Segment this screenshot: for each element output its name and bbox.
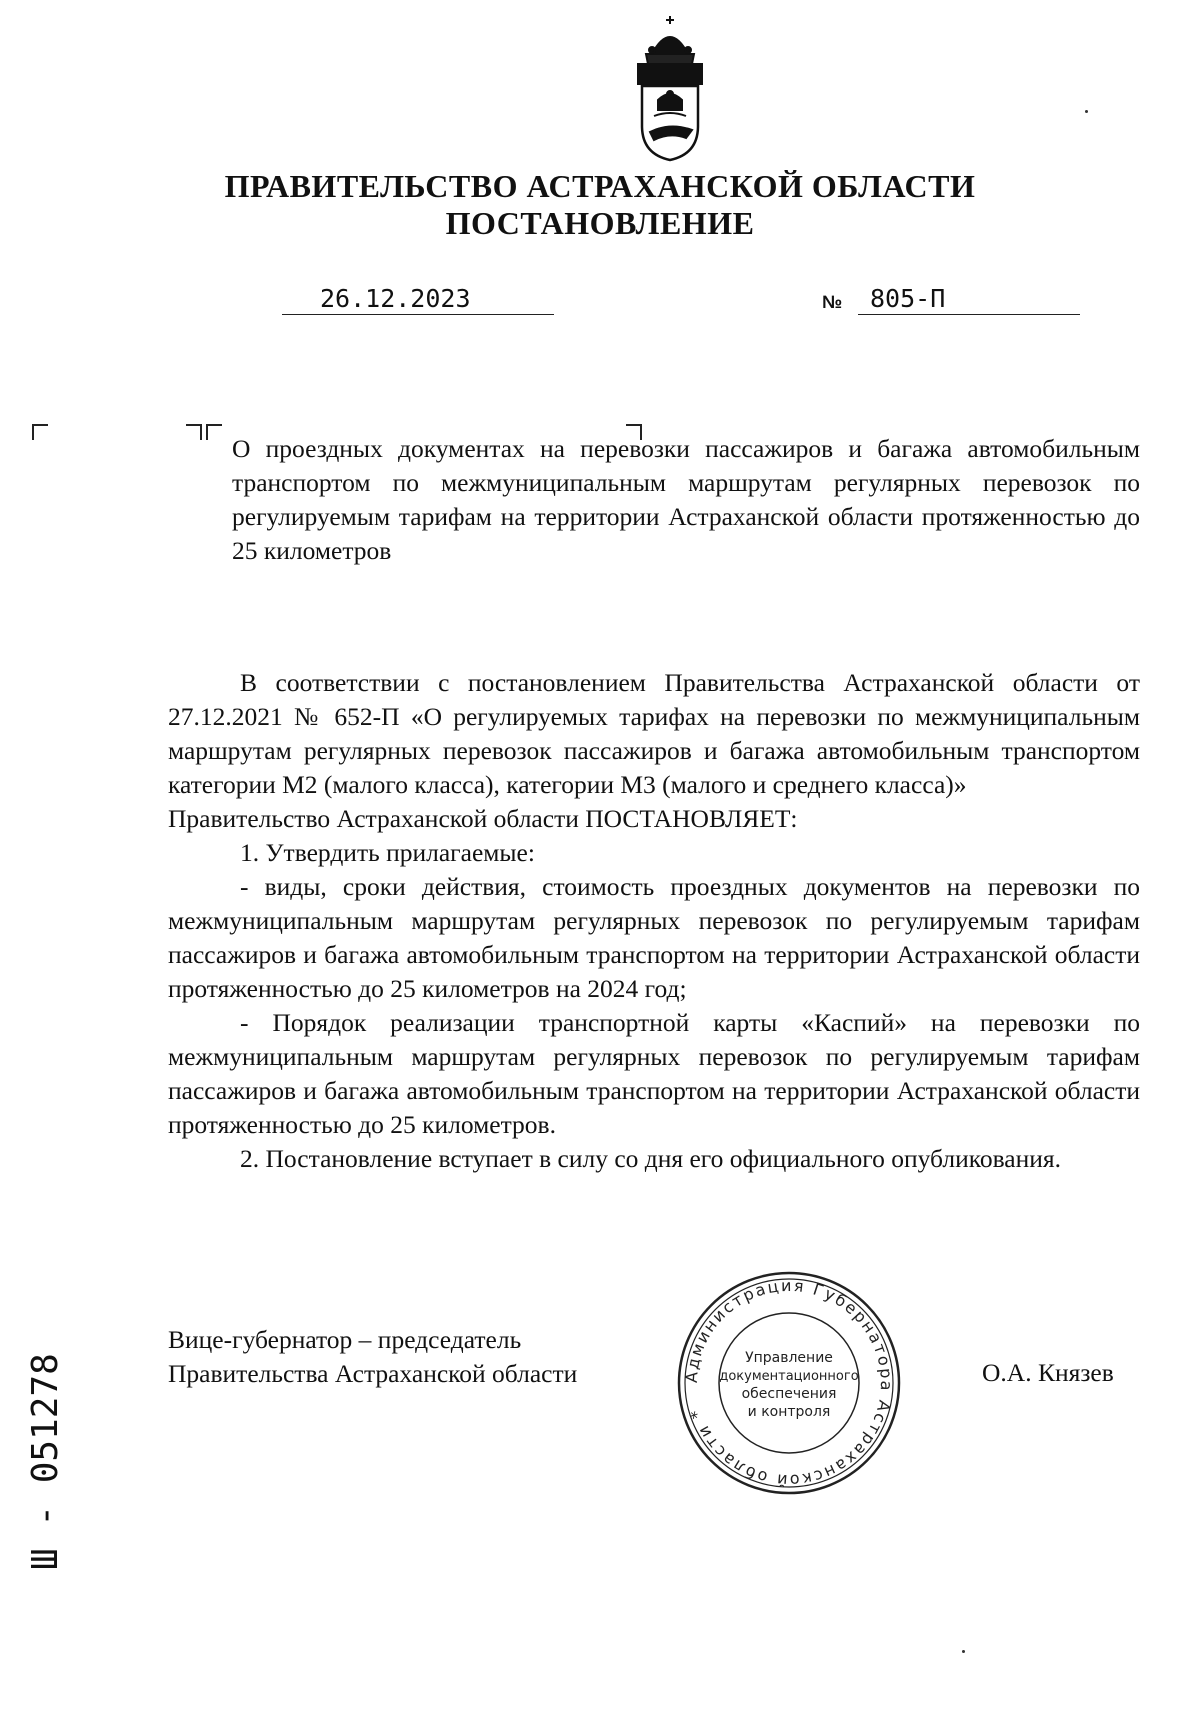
corner-mark-subject-start-b	[206, 424, 222, 440]
document-subject: О проездных документах на перевозки пассажиров и багажа автомобильным транспортом по межмуниципальным маршрутам регулярных перевозок по регулируемым тарифам на территории Астраханской области протяженностью до 25 километров	[232, 434, 1140, 565]
item-1-a: - виды, сроки действия, стоимость проездных документов на перевозки по межмуниципальным маршрутам регулярных перевозок по регулируемым тарифам пассажиров и багажа автомобильным транспортом на территории Астраханской области протяженностью до 25 километров на 2024 год;	[168, 872, 1140, 1003]
document-type-title: ПОСТАНОВЛЕНИЕ	[445, 205, 755, 241]
organization-title: ПРАВИТЕЛЬСТВО АСТРАХАНСКОЙ ОБЛАСТИ	[224, 168, 976, 204]
corner-mark-subject-start-a	[186, 424, 202, 440]
document-body	[168, 666, 1140, 1176]
item-1: 1. Утвердить прилагаемые:	[240, 838, 535, 867]
stamp-center-line-4: и контроля	[747, 1404, 831, 1420]
number-sign: №	[822, 292, 843, 312]
resolve-paragraph: Правительство Астраханской области ПОСТАНОВЛЯЕТ:	[168, 804, 798, 833]
signatory-name: О.А. Князев	[982, 1358, 1114, 1387]
position-line-1: Вице-губернатор – председатель	[168, 1325, 522, 1354]
stamp-center-line-3: обеспечения	[741, 1386, 837, 1402]
item-1-b: - Порядок реализации транспортной карты «Каспий» на перевозки по межмуниципальным маршрутам регулярных перевозок по регулируемым тарифам пассажиров и багажа автомобильным транспортом на территории Астраханской области протяженностью до 25 километров.	[168, 1008, 1140, 1139]
stamp-ring-text: Администрация Губернатора Астраханской области *	[681, 1275, 897, 1491]
document-number: 805-П	[870, 284, 946, 313]
number-underline	[858, 314, 1080, 315]
position-line-2: Правительства Астраханской области	[168, 1359, 578, 1388]
preamble-paragraph: В соответствии с постановлением Правительства Астраханской области от 27.12.2021 № 652-П «О регулируемых тарифах на перевозки по межмуниципальным маршрутам регулярных перевозок пассажиров и багажа автомобильным транспортом категории М2 (малого класса), категории М3 (малого и среднего класса)»	[168, 668, 1140, 799]
side-serial-code-text: Ш - 051278	[25, 1353, 66, 1570]
side-serial-code	[25, 1353, 66, 1600]
scan-speck	[962, 1650, 965, 1653]
official-stamp	[676, 1270, 902, 1496]
coat-of-arms-emblem	[628, 14, 712, 164]
item-2: 2. Постановление вступает в силу со дня его официального опубликования.	[240, 1144, 1061, 1173]
signatory-position	[168, 1323, 577, 1391]
scan-speck	[1085, 110, 1088, 113]
corner-mark-left	[32, 424, 48, 440]
stamp-center-line-2: документационного	[719, 1369, 859, 1384]
date-underline	[282, 314, 554, 315]
stamp-center-line-1: Управление	[745, 1350, 833, 1366]
document-date: 26.12.2023	[320, 284, 471, 313]
